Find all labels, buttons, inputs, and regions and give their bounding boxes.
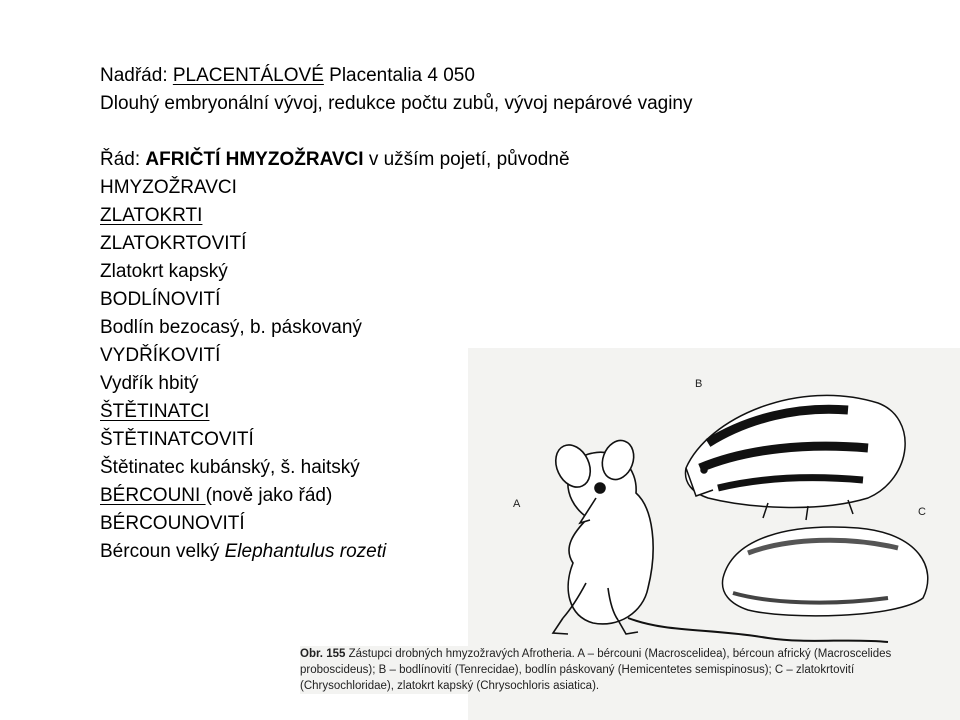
bercouni-note: (nově jako řád) — [205, 485, 333, 506]
vydrikoviti: VYDŘÍKOVITÍ — [100, 345, 221, 366]
stetinatec: Štětinatec kubánský, š. haitský — [100, 457, 360, 478]
rad-name: AFRIČTÍ HMYZOŽRAVCI — [145, 149, 364, 170]
rad-label: Řád: — [100, 149, 146, 170]
bodlinoviti: BODLÍNOVITÍ — [100, 289, 221, 310]
stetinatcoviti: ŠTĚTINATCOVITÍ — [100, 429, 254, 450]
bercouni: BÉRCOUNI — [100, 485, 206, 506]
bercoun: Bércoun velký — [100, 541, 225, 562]
nadrad-name: PLACENTÁLOVÉ — [172, 65, 324, 86]
tenrec-drawing — [685, 395, 905, 520]
zlatokrti: ZLATOKRTI — [100, 205, 203, 226]
spacer — [100, 118, 800, 146]
rad-line — [100, 146, 800, 174]
golden-mole-drawing — [722, 527, 927, 616]
figure-letter-c: C — [918, 506, 926, 518]
zlatokrt: Zlatokrt kapský — [100, 261, 228, 282]
caption-label: Obr. 155 — [300, 648, 346, 660]
zlatokrtoviti: ZLATOKRTOVITÍ — [100, 233, 247, 254]
nadrad-latin: Placentalia 4 050 — [323, 65, 475, 86]
animal-illustration — [468, 348, 960, 648]
traits-line: Dlouhý embryonální vývoj, redukce počtu zubů, vývoj nepárové vaginy — [100, 93, 693, 114]
zlatokrti-line — [100, 202, 800, 230]
figure-caption — [300, 646, 940, 694]
rad-line2: HMYZOŽRAVCI — [100, 177, 237, 198]
bodlin: Bodlín bezocasý, b. páskovaný — [100, 317, 362, 338]
stetinatci: ŠTĚTINATCI — [100, 401, 210, 422]
bercoun-latin: Elephantulus rozeti — [224, 541, 387, 562]
vydrik: Vydřík hbitý — [100, 373, 199, 394]
nadrad-line — [100, 62, 800, 90]
caption-text: Zástupci drobných hmyzožravých Afrotheria. A – bércouni (Macroscelidea), bércoun africký (Macroscelides proboscideus); B – bodlínovití (Tenrecidae), bodlín páskovaný (Hemicentetes semispinosus); C – zlatokrtovití (Chrysochloridae), zlatokrt kapský (Chrysochloris asiatica). — [300, 648, 892, 692]
bercounoviti: BÉRCOUNOVITÍ — [100, 513, 245, 534]
nadrad-label: Nadřád: — [100, 65, 173, 86]
rad-rest: v užším pojetí, původně — [363, 149, 570, 170]
figure-letter-b: B — [695, 378, 703, 390]
figure-letter-a: A — [513, 498, 521, 510]
